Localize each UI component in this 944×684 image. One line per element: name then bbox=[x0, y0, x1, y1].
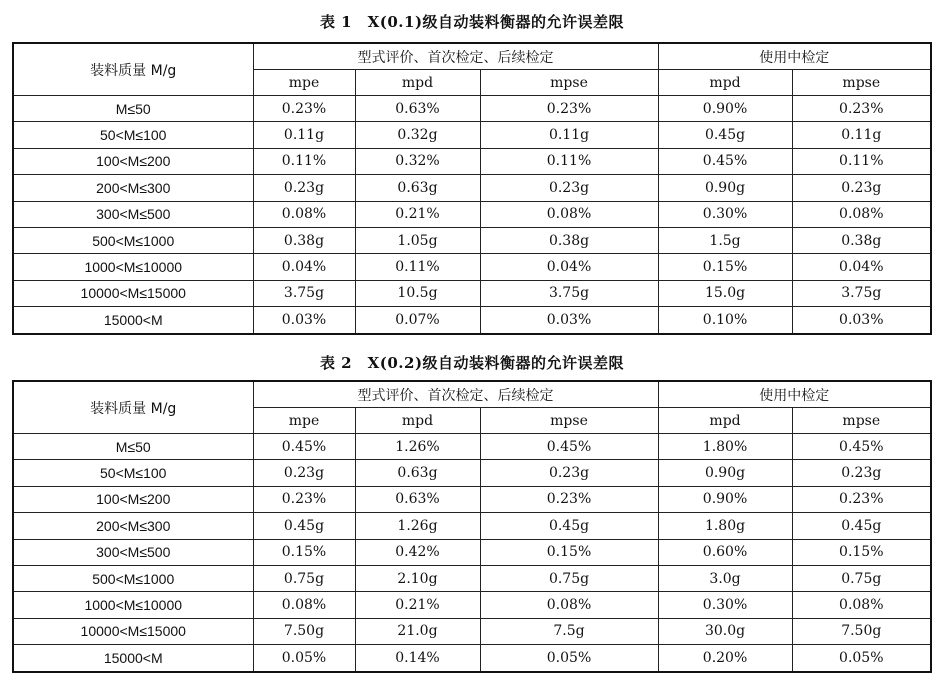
mpse-cell: 0.23g bbox=[480, 175, 658, 201]
mass-column-header: 装料质量 M/g bbox=[13, 381, 253, 434]
mpe-cell: 0.45g bbox=[253, 513, 355, 539]
mpse-in-service-cell: 0.23g bbox=[792, 175, 931, 201]
mpe-cell: 0.75g bbox=[253, 565, 355, 591]
mpse-cell: 0.15% bbox=[480, 539, 658, 565]
mpd-cell: 10.5g bbox=[355, 280, 480, 306]
group-header-type-evaluation: 型式评价、首次检定、后续检定 bbox=[253, 381, 658, 408]
mass-range-cell: 200<M≤300 bbox=[13, 513, 253, 539]
mpd-cell: 0.21% bbox=[355, 592, 480, 618]
mpse-cell: 0.04% bbox=[480, 254, 658, 280]
subheader-mpse-in-service: mpse bbox=[792, 70, 931, 96]
mpd-cell: 0.07% bbox=[355, 307, 480, 334]
table-2 bbox=[12, 380, 932, 673]
mpd-in-service-cell: 0.90% bbox=[658, 96, 792, 122]
mpd-cell: 1.26% bbox=[355, 434, 480, 460]
mpse-cell: 0.23% bbox=[480, 486, 658, 512]
mass-range-cell: 15000<M bbox=[13, 645, 253, 672]
mpe-cell: 0.05% bbox=[253, 645, 355, 672]
table-1 bbox=[12, 42, 932, 335]
subheader-mpd-in-service: mpd bbox=[658, 408, 792, 434]
mpd-in-service-cell: 15.0g bbox=[658, 280, 792, 306]
mpse-cell: 0.08% bbox=[480, 592, 658, 618]
mass-range-cell: 200<M≤300 bbox=[13, 175, 253, 201]
mpse-in-service-cell: 0.04% bbox=[792, 254, 931, 280]
mass-range-cell: 300<M≤500 bbox=[13, 539, 253, 565]
table-row bbox=[13, 486, 931, 512]
mpd-cell: 2.10g bbox=[355, 565, 480, 591]
subheader-mpe: mpe bbox=[253, 70, 355, 96]
mpe-cell: 0.23% bbox=[253, 486, 355, 512]
mpd-cell: 1.05g bbox=[355, 227, 480, 253]
table-row bbox=[13, 513, 931, 539]
table-1-caption: 表 1 X(0.1)级自动装料衡器的允许误差限 bbox=[319, 13, 625, 31]
table-row bbox=[13, 565, 931, 591]
mpd-in-service-cell: 0.45% bbox=[658, 148, 792, 174]
mpse-cell: 0.23% bbox=[480, 96, 658, 122]
subheader-mpd: mpd bbox=[355, 408, 480, 434]
subheader-mpse-in-service: mpse bbox=[792, 408, 931, 434]
subheader-mpd-in-service: mpd bbox=[658, 70, 792, 96]
mass-range-cell: 50<M≤100 bbox=[13, 460, 253, 486]
table-row bbox=[13, 96, 931, 122]
mpe-cell: 0.08% bbox=[253, 592, 355, 618]
mpd-cell: 0.63% bbox=[355, 96, 480, 122]
table-row bbox=[13, 280, 931, 306]
subheader-mpse: mpse bbox=[480, 408, 658, 434]
mpse-cell: 3.75g bbox=[480, 280, 658, 306]
mpd-cell: 1.26g bbox=[355, 513, 480, 539]
mpd-in-service-cell: 0.90g bbox=[658, 460, 792, 486]
mpe-cell: 0.23g bbox=[253, 460, 355, 486]
mpd-in-service-cell: 0.30% bbox=[658, 592, 792, 618]
mpse-in-service-cell: 0.23% bbox=[792, 486, 931, 512]
group-header-in-service: 使用中检定 bbox=[658, 381, 931, 408]
mpe-cell: 0.11% bbox=[253, 148, 355, 174]
mass-range-cell: 1000<M≤10000 bbox=[13, 592, 253, 618]
mpd-in-service-cell: 1.80g bbox=[658, 513, 792, 539]
mpse-in-service-cell: 0.23% bbox=[792, 96, 931, 122]
table-row bbox=[13, 254, 931, 280]
mass-range-cell: 500<M≤1000 bbox=[13, 565, 253, 591]
table-row bbox=[13, 460, 931, 486]
table-1-body bbox=[13, 96, 931, 334]
mpd-cell: 0.32% bbox=[355, 148, 480, 174]
table-row bbox=[13, 175, 931, 201]
mpd-cell: 0.63% bbox=[355, 486, 480, 512]
mpse-cell: 0.03% bbox=[480, 307, 658, 334]
group-header-in-service: 使用中检定 bbox=[658, 43, 931, 70]
mpd-cell: 0.11% bbox=[355, 254, 480, 280]
mpd-in-service-cell: 0.45g bbox=[658, 122, 792, 148]
mpe-cell: 3.75g bbox=[253, 280, 355, 306]
mpse-in-service-cell: 0.08% bbox=[792, 592, 931, 618]
mpse-cell: 0.08% bbox=[480, 201, 658, 227]
mpd-cell: 21.0g bbox=[355, 618, 480, 644]
mpd-in-service-cell: 30.0g bbox=[658, 618, 792, 644]
mpe-cell: 0.23g bbox=[253, 175, 355, 201]
group-header-type-evaluation: 型式评价、首次检定、后续检定 bbox=[253, 43, 658, 70]
mpe-cell: 0.11g bbox=[253, 122, 355, 148]
mpd-in-service-cell: 1.80% bbox=[658, 434, 792, 460]
mpd-in-service-cell: 0.90% bbox=[658, 486, 792, 512]
mass-range-cell: M≤50 bbox=[13, 434, 253, 460]
mpse-cell: 0.75g bbox=[480, 565, 658, 591]
mpe-cell: 7.50g bbox=[253, 618, 355, 644]
mpd-cell: 0.14% bbox=[355, 645, 480, 672]
mpd-in-service-cell: 0.60% bbox=[658, 539, 792, 565]
mpd-in-service-cell: 0.10% bbox=[658, 307, 792, 334]
mpe-cell: 0.45% bbox=[253, 434, 355, 460]
mass-range-cell: 10000<M≤15000 bbox=[13, 280, 253, 306]
table-row bbox=[13, 122, 931, 148]
table-row bbox=[13, 539, 931, 565]
subheader-mpe: mpe bbox=[253, 408, 355, 434]
mpd-cell: 0.63g bbox=[355, 175, 480, 201]
table-row bbox=[13, 148, 931, 174]
mass-range-cell: 100<M≤200 bbox=[13, 148, 253, 174]
mpse-cell: 0.23g bbox=[480, 460, 658, 486]
mpse-cell: 0.45g bbox=[480, 513, 658, 539]
table-row bbox=[13, 307, 931, 334]
mpe-cell: 0.15% bbox=[253, 539, 355, 565]
mpe-cell: 0.08% bbox=[253, 201, 355, 227]
mpse-cell: 0.05% bbox=[480, 645, 658, 672]
mpd-in-service-cell: 3.0g bbox=[658, 565, 792, 591]
mpe-cell: 0.04% bbox=[253, 254, 355, 280]
mpse-in-service-cell: 3.75g bbox=[792, 280, 931, 306]
mass-range-cell: 500<M≤1000 bbox=[13, 227, 253, 253]
mpse-in-service-cell: 7.50g bbox=[792, 618, 931, 644]
mpse-in-service-cell: 0.03% bbox=[792, 307, 931, 334]
table-row bbox=[13, 434, 931, 460]
mpd-in-service-cell: 0.30% bbox=[658, 201, 792, 227]
table-row bbox=[13, 592, 931, 618]
mass-range-cell: 1000<M≤10000 bbox=[13, 254, 253, 280]
mpd-cell: 0.42% bbox=[355, 539, 480, 565]
mpse-in-service-cell: 0.45g bbox=[792, 513, 931, 539]
subheader-mpd: mpd bbox=[355, 70, 480, 96]
mpse-in-service-cell: 0.75g bbox=[792, 565, 931, 591]
mpe-cell: 0.38g bbox=[253, 227, 355, 253]
mass-range-cell: M≤50 bbox=[13, 96, 253, 122]
table-2-body bbox=[13, 434, 931, 672]
mpse-cell: 0.11g bbox=[480, 122, 658, 148]
mpse-in-service-cell: 0.08% bbox=[792, 201, 931, 227]
mpse-in-service-cell: 0.05% bbox=[792, 645, 931, 672]
mass-range-cell: 300<M≤500 bbox=[13, 201, 253, 227]
table-2-caption: 表 2 X(0.2)级自动装料衡器的允许误差限 bbox=[319, 354, 625, 372]
mpd-cell: 0.63g bbox=[355, 460, 480, 486]
mpd-in-service-cell: 0.15% bbox=[658, 254, 792, 280]
mpe-cell: 0.03% bbox=[253, 307, 355, 334]
mpse-in-service-cell: 0.15% bbox=[792, 539, 931, 565]
mpse-in-service-cell: 0.11% bbox=[792, 148, 931, 174]
mass-range-cell: 50<M≤100 bbox=[13, 122, 253, 148]
table-row bbox=[13, 227, 931, 253]
mpse-cell: 0.11% bbox=[480, 148, 658, 174]
mpse-cell: 0.38g bbox=[480, 227, 658, 253]
mpse-in-service-cell: 0.11g bbox=[792, 122, 931, 148]
mpse-in-service-cell: 0.38g bbox=[792, 227, 931, 253]
mpse-cell: 7.5g bbox=[480, 618, 658, 644]
mpse-in-service-cell: 0.23g bbox=[792, 460, 931, 486]
mpd-in-service-cell: 1.5g bbox=[658, 227, 792, 253]
mass-range-cell: 15000<M bbox=[13, 307, 253, 334]
mpse-cell: 0.45% bbox=[480, 434, 658, 460]
mpd-cell: 0.32g bbox=[355, 122, 480, 148]
mass-range-cell: 100<M≤200 bbox=[13, 486, 253, 512]
mpse-in-service-cell: 0.45% bbox=[792, 434, 931, 460]
mpd-in-service-cell: 0.20% bbox=[658, 645, 792, 672]
table-row bbox=[13, 618, 931, 644]
mass-column-header: 装料质量 M/g bbox=[13, 43, 253, 96]
table-row bbox=[13, 645, 931, 672]
mpd-cell: 0.21% bbox=[355, 201, 480, 227]
mpd-in-service-cell: 0.90g bbox=[658, 175, 792, 201]
table-row bbox=[13, 201, 931, 227]
mass-range-cell: 10000<M≤15000 bbox=[13, 618, 253, 644]
mpe-cell: 0.23% bbox=[253, 96, 355, 122]
subheader-mpse: mpse bbox=[480, 70, 658, 96]
